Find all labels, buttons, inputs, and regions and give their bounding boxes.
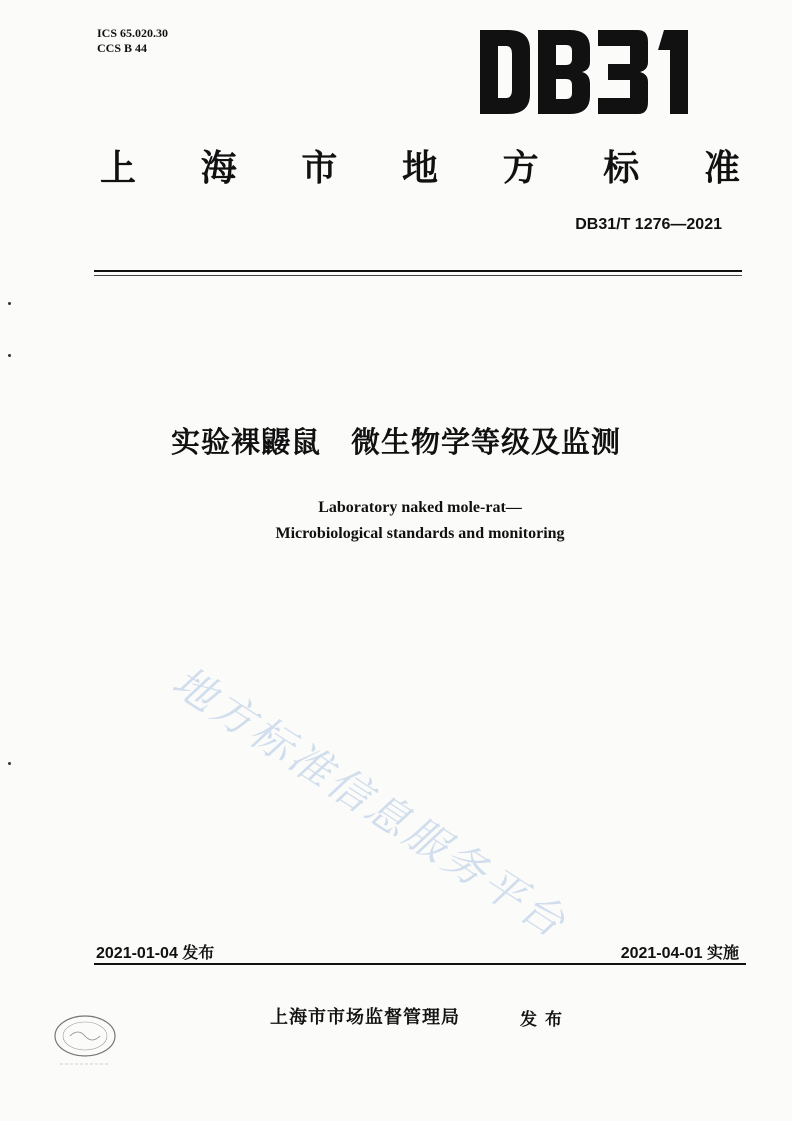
standard-number: DB31/T 1276—2021: [575, 216, 722, 233]
issue-date: 2021-01-04 发布: [96, 945, 215, 962]
watermark: 地方标准信息服务平台: [163, 656, 577, 949]
standard-type-char: 上: [100, 148, 137, 189]
header-divider-thin: [94, 275, 742, 276]
db31-logo: [478, 28, 700, 116]
standard-type-char: 地: [401, 148, 438, 189]
issue-label: 发布: [520, 1010, 570, 1030]
issuing-authority: 上海市市场监督管理局: [270, 1007, 460, 1028]
implementation-date: 2021-04-01 实施: [620, 945, 739, 962]
classification-codes: [97, 26, 168, 56]
english-title-line: Microbiological standards and monitoring: [275, 525, 565, 542]
document-title-english: [0, 495, 792, 547]
margin-mark: [8, 302, 11, 305]
standard-type-char: 市: [301, 148, 338, 189]
standard-type-char: 标: [603, 148, 640, 189]
standard-type-char: 方: [502, 148, 539, 189]
standard-type-char: 海: [200, 148, 237, 189]
english-title-line: Laboratory naked mole-rat—: [318, 499, 522, 516]
ccs-code: CCS B 44: [97, 41, 148, 55]
header-divider: [94, 270, 742, 272]
standard-type-char: 准: [703, 148, 740, 189]
footer-divider: [94, 963, 746, 965]
seal-stamp: [46, 1010, 124, 1072]
document-title-chinese: 实验裸鼹鼠 微生物学等级及监测: [170, 425, 621, 459]
margin-mark: [8, 762, 11, 765]
standard-type-title: [100, 140, 740, 191]
margin-mark: [8, 354, 11, 357]
ics-code: ICS 65.020.30: [97, 26, 169, 40]
